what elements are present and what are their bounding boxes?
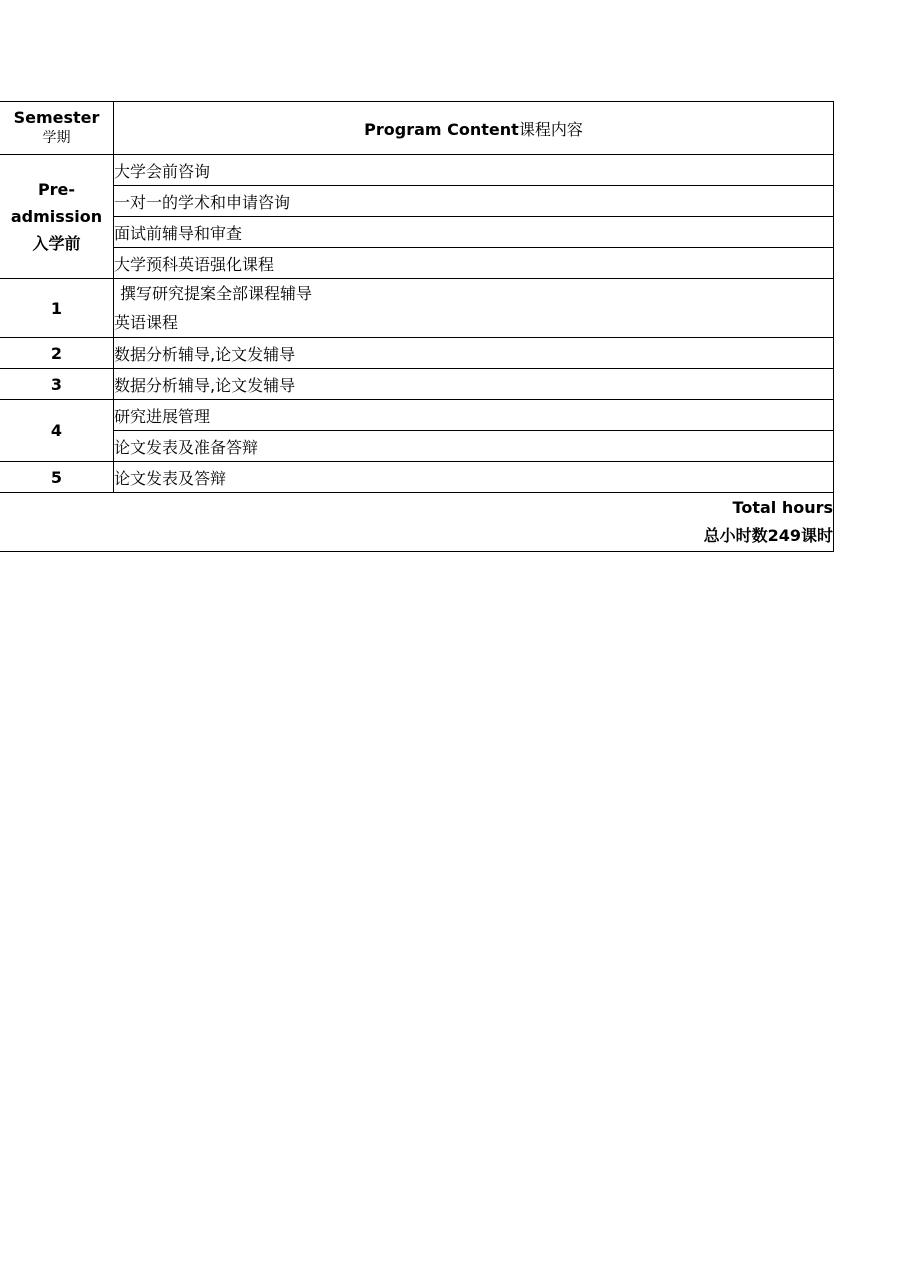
content-item: 研究进展管理 bbox=[114, 400, 834, 431]
content-item: 面试前辅导和审查 bbox=[114, 217, 834, 248]
content-item bbox=[114, 279, 834, 338]
program-table bbox=[0, 101, 834, 552]
content-item: 大学预科英语强化课程 bbox=[114, 248, 834, 279]
semester-label: 3 bbox=[0, 369, 114, 400]
content-header-zh: 课程内容 bbox=[518, 119, 583, 139]
total-hours-en: Total hours bbox=[732, 498, 833, 517]
semester-label: 4 bbox=[0, 400, 114, 462]
header-row bbox=[0, 102, 834, 155]
pre-admission-label-line: admission bbox=[10, 207, 103, 226]
semester-label: 2 bbox=[0, 338, 114, 369]
table-row bbox=[0, 431, 834, 462]
pre-admission-label-line: Pre- bbox=[37, 180, 76, 199]
table-row bbox=[0, 217, 834, 248]
content-line: 撰写研究提案全部课程辅导 bbox=[120, 284, 313, 303]
content-item: 论文发表及准备答辩 bbox=[114, 431, 834, 462]
table-row bbox=[0, 155, 834, 186]
table-row bbox=[0, 186, 834, 217]
table-row bbox=[0, 462, 834, 493]
content-item: 论文发表及答辩 bbox=[114, 462, 834, 493]
total-hours-zh: 总小时数249课时 bbox=[703, 526, 833, 545]
table-row bbox=[0, 279, 834, 338]
table-row bbox=[0, 400, 834, 431]
content-header bbox=[114, 102, 834, 155]
semester-label: 1 bbox=[0, 279, 114, 338]
semester-label: 5 bbox=[0, 462, 114, 493]
table-row bbox=[0, 248, 834, 279]
content-header-en: Program Content bbox=[364, 119, 519, 139]
content-item: 一对一的学术和申请咨询 bbox=[114, 186, 834, 217]
content-item: 大学会前咨询 bbox=[114, 155, 834, 186]
content-item: 数据分析辅导,论文发辅导 bbox=[114, 338, 834, 369]
table-row bbox=[0, 369, 834, 400]
content-line: 英语课程 bbox=[114, 313, 179, 332]
semester-header-en: Semester bbox=[13, 108, 100, 127]
table-row bbox=[0, 338, 834, 369]
semester-header-zh: 学期 bbox=[42, 130, 71, 146]
pre-admission-label-line: 入学前 bbox=[32, 234, 81, 253]
semester-header bbox=[0, 102, 114, 155]
total-hours bbox=[0, 493, 834, 552]
content-item: 数据分析辅导,论文发辅导 bbox=[114, 369, 834, 400]
total-row bbox=[0, 493, 834, 552]
pre-admission-label bbox=[0, 155, 114, 279]
